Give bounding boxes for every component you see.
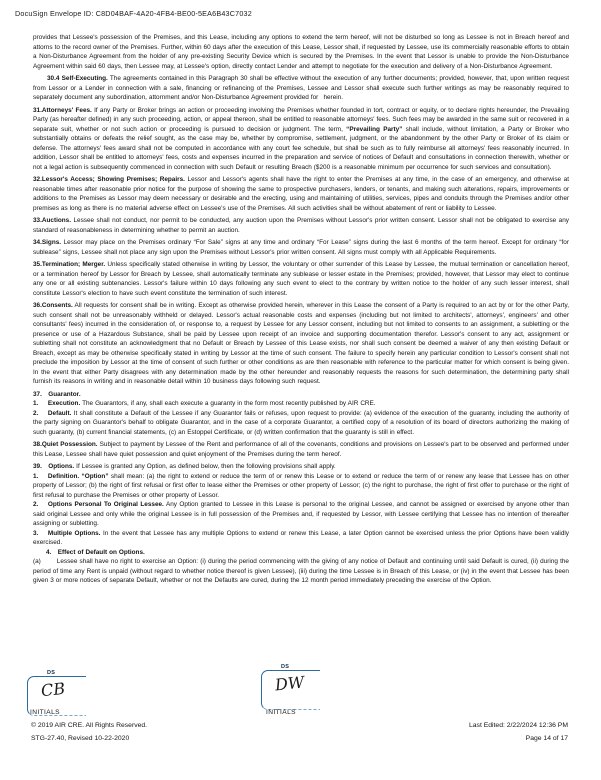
paragraph: provides that Lessee's possession of the Premises, and this Lease, including any options to extend the term hereof, will not be disturbed so long as Lessee is not in Breach hereof and attorns to the record owner of the Premises. Further, within 60 days after the execution of this Lease, Lessor shall, if requested by Lessee, use its commercially reasonable efforts to obtain a Non-Disturbance Agreement from the holder of any pre-existing Security Device which is secured by the Premises. In the event that Lessor is unable to provide the Non-Disturbance Agreement within said 60 days, then Lessee may, at Lessee's option, directly contact Lender and attempt to negotiate for the execution and delivery of a Non-Disturbance Agreement. [33, 34, 569, 70]
initials-caption-right: INITIALS [266, 709, 296, 716]
footer-page-number: Page 14 of 17 [525, 735, 568, 742]
initials-field-right[interactable] [261, 666, 335, 712]
paragraph: 2. Options Personal To Original Lessee. Any Option granted to Lessee in this Lease is personal to the original Lessee, and cannot be assigned or exercised by anyone other than said original Lessee and only while the original Lessee is in full possession of the Premises and, if requested by Lessor, with Lessee certifying that Lessee has no intention of thereafter assigning or subletting. [33, 501, 570, 527]
footer-form-id: STG-27.40, Revised 10-22-2020 [31, 735, 130, 742]
initials-signature-left: CB [40, 678, 66, 701]
docusign-envelope-id: DocuSign Envelope ID: C8D04BAF-4A20-4FB4-BE00-5EA6B43C7032 [15, 9, 252, 18]
paragraph: 3. Multiple Options. In the event that Lessee has any multiple Options to extend or renew this Lease, a later Option cannot be exercised unless the prior Options have been validly exercised. [33, 529, 570, 546]
paragraph: (a) Lessee shall have no right to exercise an Option: (i) during the period commencing with the giving of any notice of Default and continuing until said Default is cured, (ii) during the period of time any Rent is unpaid (without regard to whether notice thereof is given Lessee), (iii) during the time Lessee is in Breach of this Lease, or (iv) in the event that Lessee has been given 3 or more notices of separate Default, whether or not the Defaults are cured, during the 12 month period immediately preceding the exercise of the Option. [33, 558, 569, 584]
paragraph: 2. Default. It shall constitute a Default of the Lessee if any Guarantor fails or refuses, upon request to provide: (a) evidence of the execution of the guaranty, including the authority of the party signing on Guarantor's behalf to obligate Guarantor, and in the case of a corporate Guarantor, a certified copy of a resolution of its board of directors authorizing the making of such guaranty, (b) current financial statements, (c) an Estoppel Certificate, or (d) written confirmation that the guaranty is still in effect. [33, 409, 569, 436]
paragraph: 32.Lessor's Access; Showing Premises; Repairs. Lessor and Lessor's agents shall have the right to enter the Premises at any time, in the case of an emergency, and otherwise at reasonable times after reasonable prior notice for the purpose of showing the same to prospective purchasers, lenders, or tenants, and making such alterations, repairs, improvements or additions to the Premises as Lessor may deem necessary or desirable and the erecting, using and maintaining of utilities, services, pipes and conduits through the Premises and/or other premises as long as there is no material adverse effect on Lessee's use of the Premises. All such activities shall be without abatement of rent or liability to Lessee. [33, 176, 569, 212]
paragraph: 1. Definition. “Option” shall mean: (a) the right to extend or reduce the term of or renew this Lease or to extend or reduce the term of or renew any lease that Lessee has on other property of Lessor; (b) the right of first refusal or first offer to lease either the Premises or other property of Lessor; (c) the right to purchase, the right of first offer to purchase or the right of first refusal to purchase the Premises or other property of Lessor. [33, 472, 570, 499]
paragraph: 37. Guarantor. [33, 390, 81, 398]
paragraph: 33.Auctions. Lessee shall not conduct, nor permit to be conducted, any auction upon the Premises without Lessor's prior written consent. Lessor shall not be obligated to exercise any standard of reasonableness in determining whether to permit an auction. [33, 217, 569, 234]
paragraph: 35.Termination; Merger. Unless specifically stated otherwise in writing by Lessor, the voluntary or other surrender of this Lease by Lessee, the mutual termination or cancellation hereof, or a termination hereof by Lessor for Breach by Lessee, shall automatically terminate any sublease or lesser estate in the Premises; provided, however, that Lessor may elect to continue any one or all existing subtenancies. Lessor's failure within 10 days following any such event to elect to the contrary by written notice to the holder of any such lesser interest, shall constitute Lessor's election to have such event constitute the termination of such interest. [33, 261, 569, 297]
paragraph: 4. Effect of Default on Options. [46, 548, 145, 556]
paragraph: 36.Consents. All requests for consent shall be in writing. Except as otherwise provided herein, wherever in this Lease the consent of a Party is required to an act by or for the other Party, such consent shall not be unreasonably withheld or delayed. Lessor's actual reasonable costs and expenses (including but not limited to architects', attorneys', engineers' and other consultants' fees) incurred in the consideration of, or response to, a request by Lessee for any Lessor consent, including but not limited to consents to an assignment, a subletting or the presence or use of a Hazardous Substance, shall be paid by Lessee upon receipt of an invoice and supporting documentation therefor. Lessor's consent to any act, assignment or subletting shall not constitute an acknowledgment that no Default or Breach by Lessee of this Lease exists, nor shall such consent be deemed a waiver of any then existing Default or Breach, except as may be otherwise specifically stated in writing by Lessor at the time of such consent. The failure to specify herein any particular condition to Lessor's consent shall not preclude the imposition by Lessor at the time of consent of such further or other conditions as are then reasonable with reference to the particular matter for which consent is being given. In the event that either Party disagrees with any determination made by the other hereunder and reasonably requests the reasons for such determination, the determining party shall furnish its reasons in writing and in reasonable detail within 10 business days following such request. [33, 302, 569, 385]
initials-signature-right: DW [274, 672, 306, 695]
footer-last-edited: Last Edited: 2/22/2024 12:36 PM [468, 722, 568, 729]
paragraph: 38.Quiet Possession. Subject to payment by Lessee of the Rent and performance of all of the covenants, conditions and provisions on Lessee's part to be observed and performed under this Lease, Lessee shall have quiet possession and quiet enjoyment of the Premises during the term hereof. [33, 441, 569, 458]
paragraph: 34.Signs. Lessor may place on the Premises ordinary “For Sale” signs at any time and ordinary “For Lease” signs during the last 6 months of the term hereof. Except for ordinary “for sublease” signs, Lessee shall not place any sign upon the Premises without Lessor's prior written consent. All signs must comply with all Applicable Requirements. [33, 239, 569, 256]
docusign-ds-tag: DS [47, 670, 56, 676]
document-body [33, 33, 569, 586]
docusign-ds-tag: DS [281, 664, 290, 670]
initials-caption-left: INITIALS [30, 709, 60, 716]
paragraph: 30.4 Self-Executing. The agreements contained in this Paragraph 30 shall be effective without the execution of any further documents; provided, however, that, upon written request from Lessor or a Lender in connection with a sale, financing or refinancing of the Premises, Lessee and Lessor shall execute such further writings as may be reasonably required to separately document any subordination, attornment and/or Non-Disturbance Agreement provided for herein. [33, 75, 570, 101]
paragraph: 31.Attorneys' Fees. If any Party or Broker brings an action or proceeding involving the Premises whether founded in tort, contract or equity, or to declare rights hereunder, the Prevailing Party (as hereafter defined) in any such proceeding, action, or appeal thereon, shall be entitled to reasonable attorneys' fees. Such fees may be awarded in the same suit or recovered in a separate suit, whether or not such action or proceeding is pursued to decision or judgment. The term, “Prevailing Party” shall include, without limitation, a Party or Broker who substantially obtains or defeats the relief sought, as the case may be, whether by compromise, settlement, judgment, or the abandonment by the other Party or Broker of its claim or defense. The attorneys' fees award shall not be computed in accordance with any court fee schedule, but shall be such as to fully reimburse all attorneys' fees reasonably incurred. In addition, Lessor shall be entitled to attorneys' fees, costs and expenses incurred in the preparation and service of notices of Default and consultations in connection therewith, whether or not a legal action is subsequently commenced in connection with such Default or resulting Breach ($200 is a reasonable minimum per occurrence for such services and consultation). [33, 106, 569, 171]
footer-copyright: © 2019 AIR CRE. All Rights Reserved. [31, 722, 148, 729]
paragraph: 1. Execution. The Guarantors, if any, shall each execute a guaranty in the form most recently published by AIR CRE. [33, 400, 376, 407]
paragraph: 39. Options. If Lessee is granted any Option, as defined below, then the following provisions shall apply. [33, 463, 336, 470]
